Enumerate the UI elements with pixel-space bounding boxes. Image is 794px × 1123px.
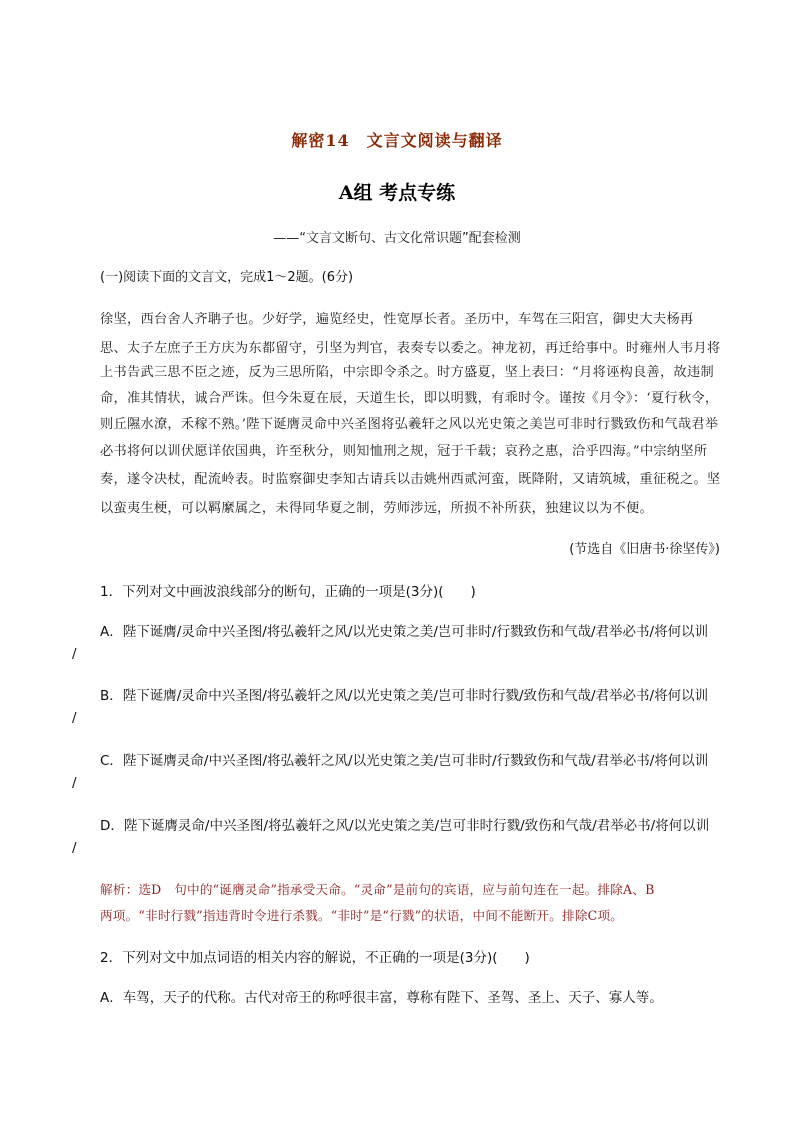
passage-line: 则丘隰水潦，禾稼不熟。’陛下诞膺灵命中兴圣图将弘羲轩之风以光史策之美岂可非时行戮致伤和气哉君举 bbox=[100, 417, 719, 432]
question-2-option-a: A．车驾，天子的代称。古代对帝王的称呼很丰富，尊称有陛下、圣驾、圣上、天子、寡人等。 bbox=[100, 990, 663, 1006]
passage-line: 上书告武三思不臣之迹，反为三思所陷，中宗即令杀之。时方盛夏，坚上表曰：“月将诬构良善，故违制 bbox=[100, 365, 714, 380]
question-1-option-a: A．陛下诞膺/灵命中兴圣图/将弘羲轩之风/以光史策之美/岂可非时/行戮致伤和气哉/君举必书/将何以训 bbox=[100, 624, 709, 640]
question-1-option-c: C．陛下诞膺灵命/中兴圣图/将弘羲轩之风/以光史策之美/岂可非时/行戮致伤和气哉/君举必书/将何以训 bbox=[100, 753, 709, 769]
question-1-stem: 1．下列对文中画波浪线部分的断句，正确的一项是(3分)( ) bbox=[100, 584, 476, 600]
option-wrap-slash: / bbox=[72, 840, 77, 856]
passage-line: 命，准其情状，诚合严诛。但今朱夏在辰，天道生长，即以明戮，有乖时令。谨按《月令》：‘夏行秋令， bbox=[100, 391, 719, 406]
option-wrap-slash: / bbox=[72, 775, 77, 791]
analysis-line: 两项。“非时行戮”指违背时令进行杀戮。“非时”是“行戮”的状语，中间不能断开。排除C项。 bbox=[100, 908, 624, 923]
passage-line: 徐坚，西台舍人齐聃子也。少好学，遍览经史，性宽厚长者。圣历中，车驾在三阳宫，御史大夫杨再 bbox=[100, 312, 694, 327]
option-wrap-slash: / bbox=[72, 646, 77, 662]
option-wrap-slash: / bbox=[72, 710, 77, 726]
question-1-option-b: B．陛下诞膺/灵命中兴圣图/将弘羲轩之风/以光史策之美/岂可非时行戮/致伤和气哉/君举必书/将何以训 bbox=[100, 688, 709, 704]
analysis-line: 解析：选D 句中的“诞膺灵命”指承受天命。“灵命”是前句的宾语，应与前句连在一起。排除A、B bbox=[100, 882, 655, 897]
passage-line: 奏，遂令决杖，配流岭表。时监察御史李知古请兵以击姚州西贰河蛮，既降附，又请筑城，重征税之。坚 bbox=[100, 472, 721, 487]
group-heading: A组 考点专练 bbox=[338, 182, 456, 204]
question-2-stem: 2．下列对文中加点词语的相关内容的解说，不正确的一项是(3分)( ) bbox=[100, 950, 530, 966]
passage-line: 以蛮夷生梗，可以羁縻属之，未得同华夏之制，劳师涉远，所损不补所获，独建议以为不便。 bbox=[100, 501, 653, 516]
passage-line: 思、太子左庶子王方庆为东都留守，引坚为判官，表奏专以委之。神龙初，再迁给事中。时雍州人韦月将 bbox=[100, 341, 721, 356]
reading-instruction: (一)阅读下面的文言文，完成1～2题。(6分) bbox=[100, 270, 354, 285]
question-1-option-d: D．陛下诞膺灵命/中兴圣图/将弘羲轩之风/以光史策之美/岂可非时行戮/致伤和气哉/君举必书/将何以训 bbox=[100, 818, 710, 834]
passage-line: 必书将何以训伏愿详依国典，许至秋分，则知恤刑之规，冠于千载；哀矜之惠，洽乎四海。”中宗纳坚所 bbox=[100, 444, 708, 459]
tagline: ——“文言文断句、古文化常识题”配套检测 bbox=[273, 231, 521, 246]
section-title: 解密14 文言文阅读与翻译 bbox=[291, 131, 503, 150]
passage-source: (节选自《旧唐书·徐坚传》) bbox=[569, 542, 720, 557]
